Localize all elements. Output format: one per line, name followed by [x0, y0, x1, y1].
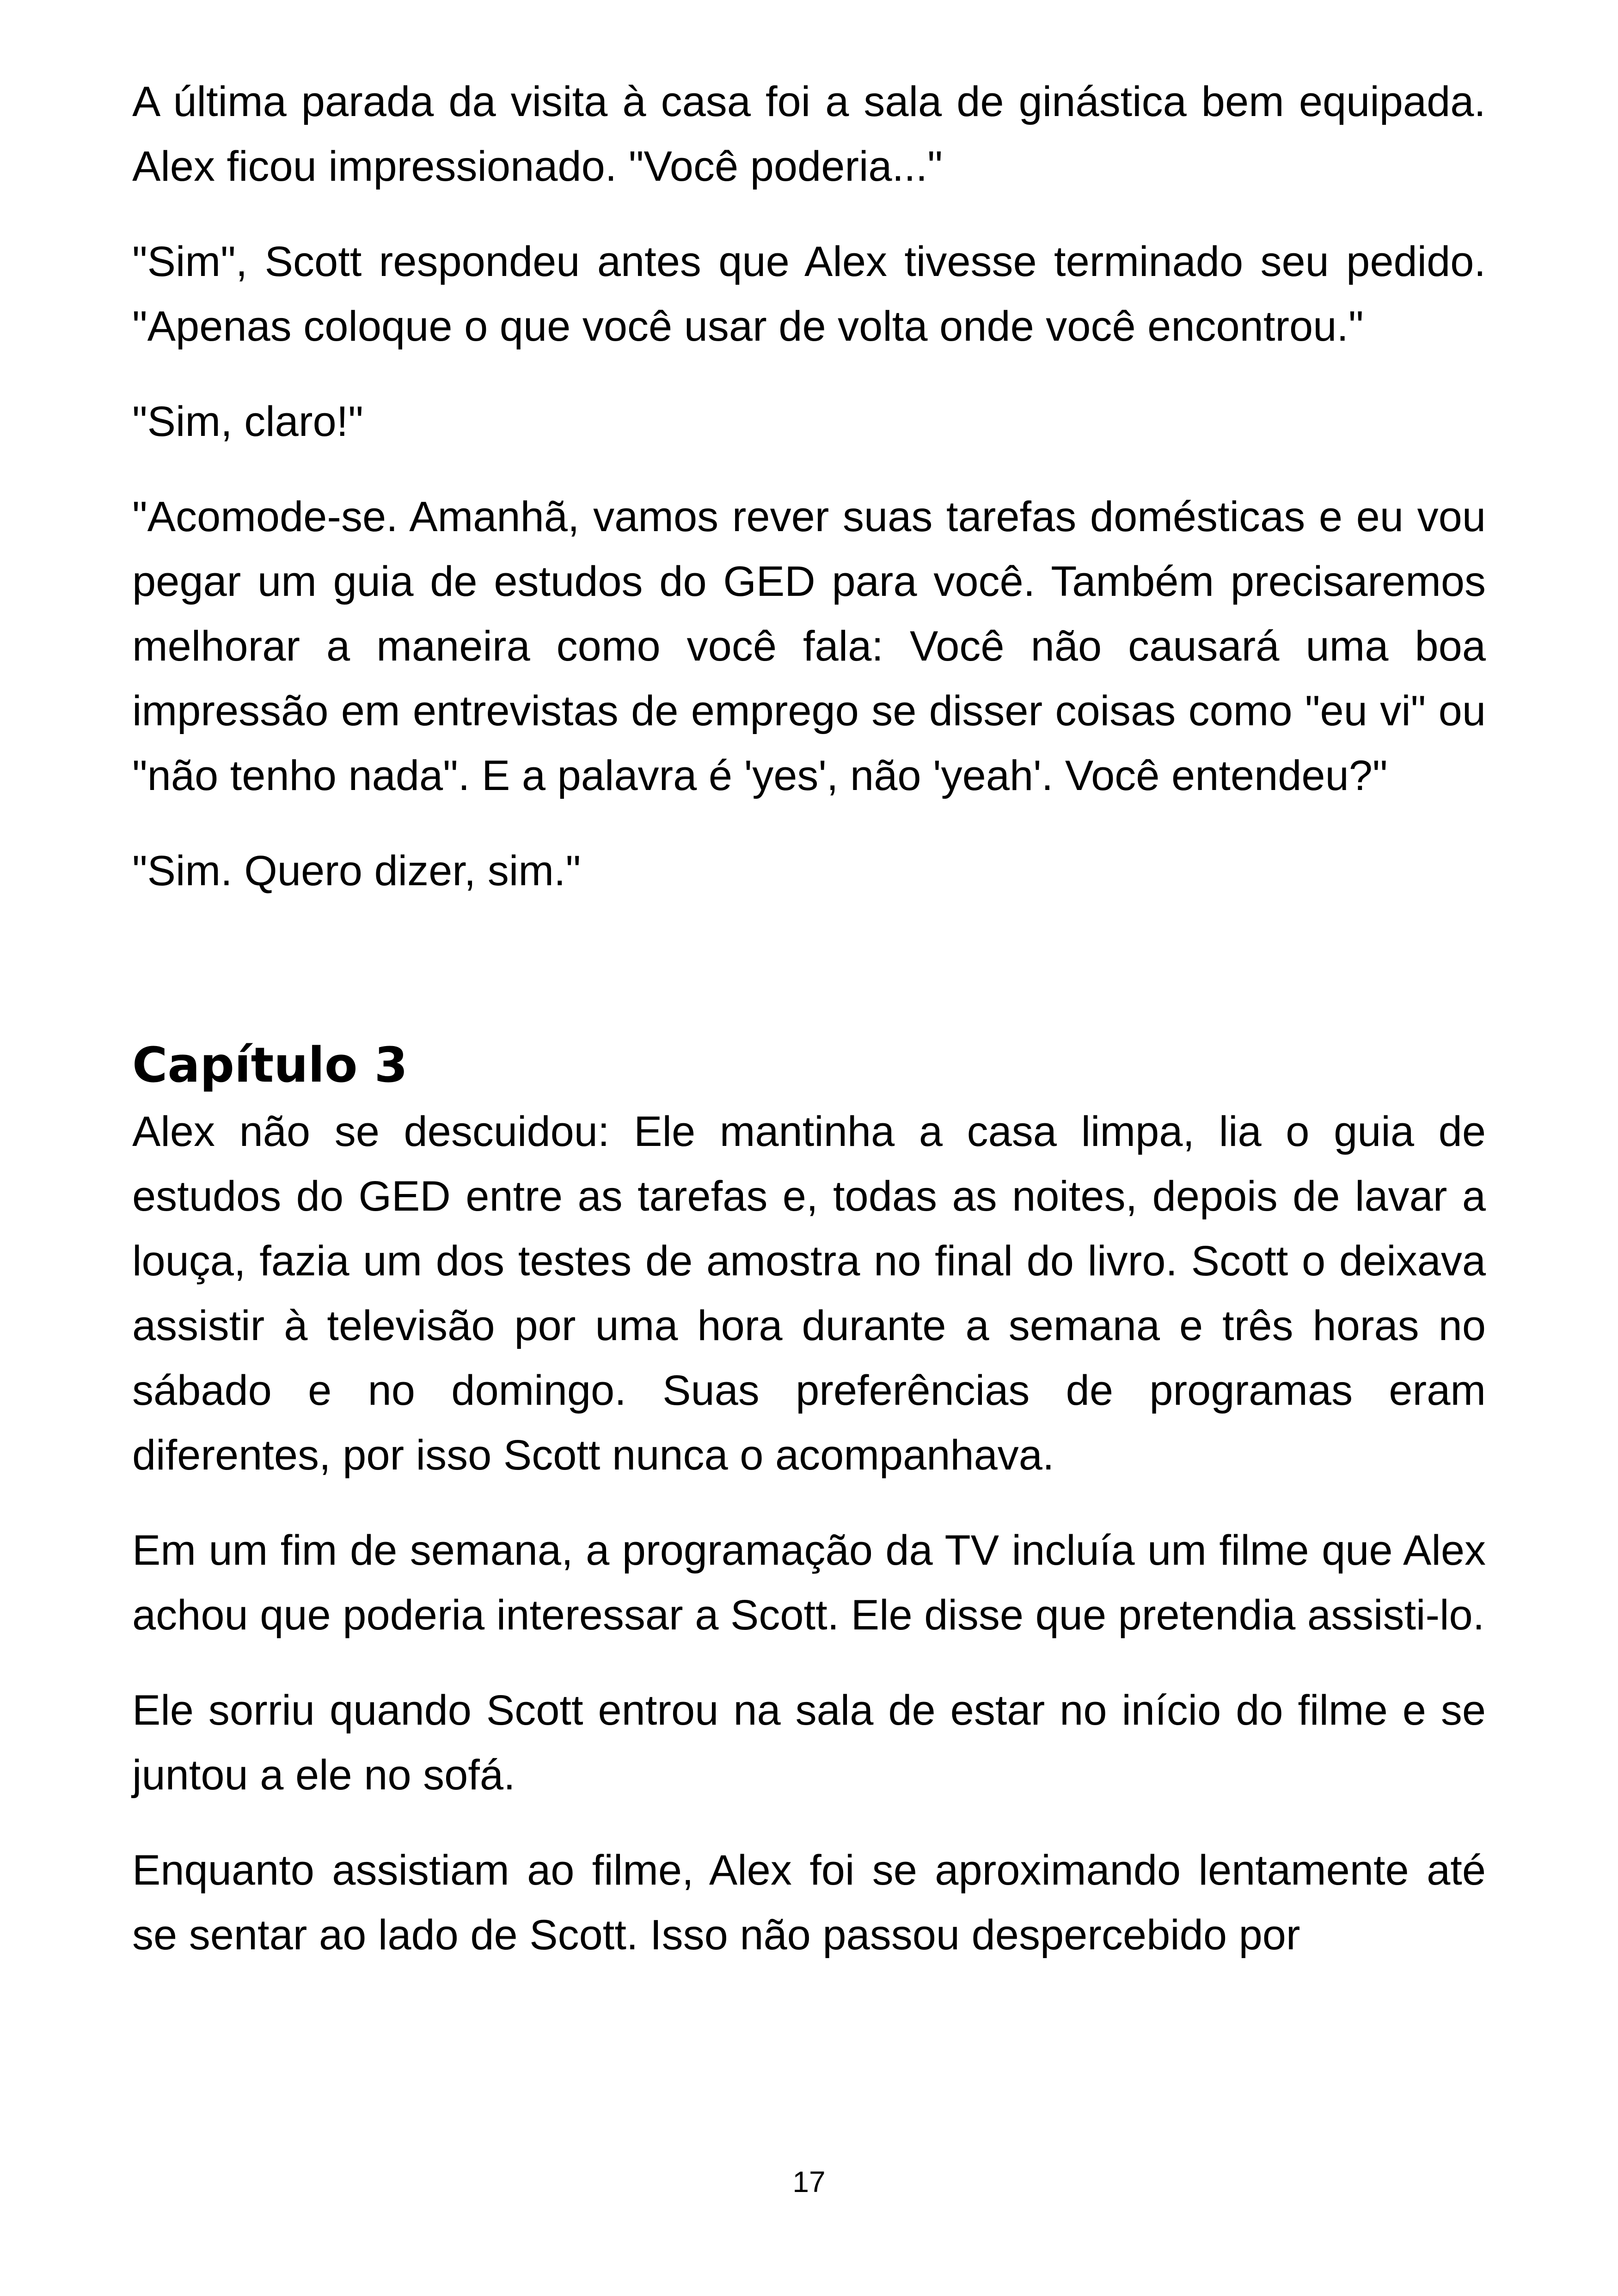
paragraph: Alex não se descuidou: Ele mantinha a casa limpa, lia o guia de estudos do GED entre as tarefas e, todas as noites, depois de lavar a louça, fazia um dos testes de amostra no final do livro. Scott o deixava assistir à televisão por uma hora durante a semana e três horas no sábado e no domingo. Suas preferências de programas eram diferentes, por isso Scott nunca o acompanhava. — [132, 1108, 1486, 1479]
document-page — [132, 69, 1486, 1998]
paragraph: Em um fim de semana, a programação da TV incluía um filme que Alex achou que poderia interessar a Scott. Ele disse que pretendia assisti-lo. — [132, 1527, 1486, 1639]
chapter-title: Capítulo 3 — [132, 1037, 408, 1093]
paragraph: "Sim", Scott respondeu antes que Alex tivesse terminado seu pedido. "Apenas coloque o que você usar de volta onde você encontrou." — [132, 238, 1486, 350]
paragraph: "Sim, claro!" — [132, 398, 363, 445]
page-number: 17 — [792, 2165, 826, 2198]
paragraph: "Sim. Quero dizer, sim." — [132, 847, 581, 894]
paragraph: A última parada da visita à casa foi a sala de ginástica bem equipada. Alex ficou impressionado. "Você poderia..." — [132, 78, 1486, 190]
paragraph: "Acomode-se. Amanhã, vamos rever suas tarefas domésticas e eu vou pegar um guia de estudos do GED para você. Também precisaremos melhorar a maneira como você fala: Você não causará uma boa impressão em entrevistas de emprego se disser coisas como "eu vi" ou "não tenho nada". E a palavra é 'yes', não 'yeah'. Você entendeu?" — [132, 493, 1486, 799]
paragraph: Enquanto assistiam ao filme, Alex foi se aproximando lentamente até se sentar ao lado de Scott. Isso não passou despercebido por — [132, 1847, 1486, 1959]
paragraph: Ele sorriu quando Scott entrou na sala de estar no início do filme e se juntou a ele no sofá. — [132, 1687, 1486, 1799]
